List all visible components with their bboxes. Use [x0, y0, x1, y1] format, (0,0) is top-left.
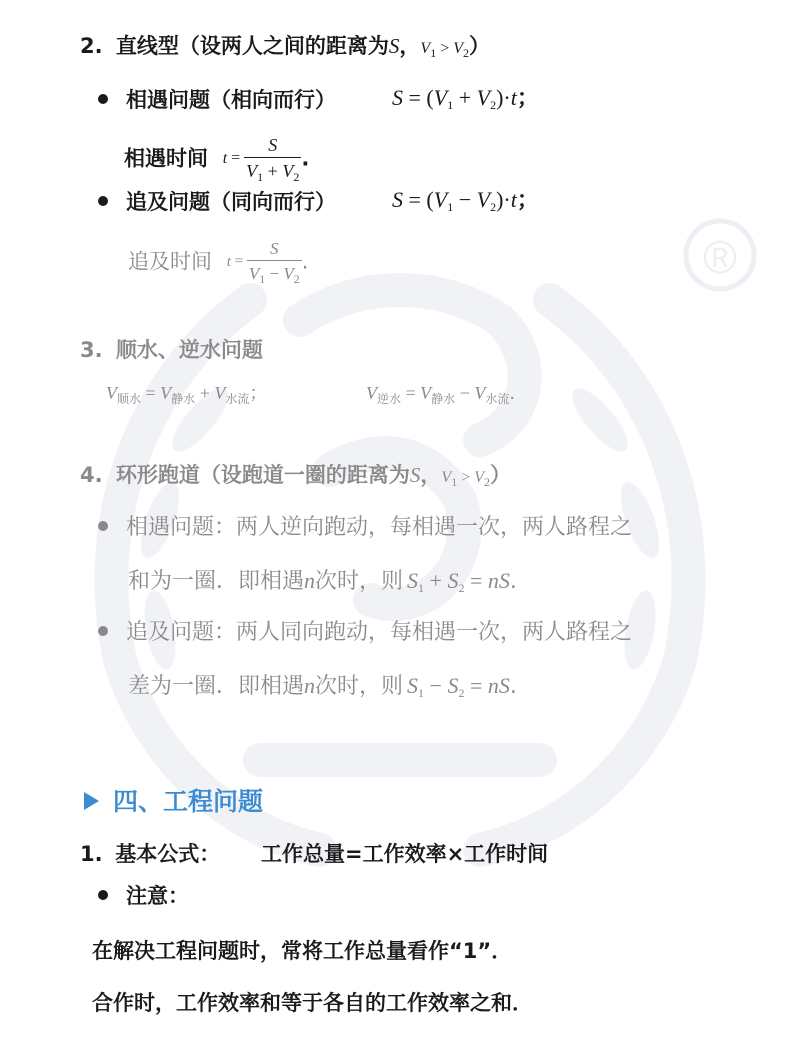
- s2-meet-time-fraction: [244, 135, 301, 184]
- formula-sub: 水流: [225, 392, 250, 406]
- formula-term: nS: [487, 673, 510, 698]
- work-formula-row: [80, 840, 548, 868]
- formula-term: V: [474, 383, 486, 403]
- s2-gt: >: [436, 40, 454, 57]
- formula-term: .: [301, 146, 310, 171]
- formula-sub: 2: [458, 686, 465, 700]
- s3-heading: [80, 336, 263, 364]
- formula-term: V: [433, 85, 448, 110]
- s4-var-s: S: [409, 463, 421, 487]
- s2-close: ）: [469, 34, 490, 58]
- s2-meet-time-label: 相遇时间: [124, 146, 208, 171]
- s4-close: ）: [490, 463, 511, 487]
- s4-meet-text: 相遇问题：两人逆向跑动，每相遇一次，两人路程之: [126, 515, 633, 540]
- triangle-right-icon: [84, 792, 99, 810]
- bullet-icon: [98, 626, 108, 636]
- s2-chase-time-row: [128, 239, 309, 286]
- s3-formula-upstream: [366, 379, 515, 408]
- bullet-icon: [98, 890, 108, 900]
- s2-var-s: S: [388, 34, 400, 58]
- formula-term: V: [433, 187, 448, 212]
- formula-term: .: [301, 249, 309, 274]
- s4-meet-text: 次时，则: [315, 569, 404, 594]
- formula-sub: 1: [257, 170, 264, 184]
- s4-gt: >: [457, 469, 475, 486]
- formula-term: V: [214, 383, 226, 403]
- s2-meet-label: 相遇问题（相向而行）: [126, 88, 336, 112]
- formula-term: =: [464, 568, 488, 593]
- s2-number: 2.: [80, 34, 103, 58]
- formula-sub: 顺水: [117, 392, 142, 406]
- s4-chase-line1: [98, 619, 632, 647]
- formula-term: ；: [516, 188, 539, 213]
- formula-term: ；: [516, 86, 539, 111]
- formula-sub: 静水: [431, 392, 456, 406]
- formula-term: V: [476, 187, 491, 212]
- s2-chase-formula: [392, 186, 539, 215]
- s2-v1-sub: 1: [430, 46, 437, 60]
- work-line1: 在解决工程问题时，常将工作总量看作“1”．: [92, 939, 513, 963]
- formula-term: t: [226, 253, 231, 270]
- work-number: 1.: [80, 842, 103, 866]
- s4-v2-sub: 2: [484, 475, 490, 489]
- s4-meet-line1: [98, 514, 632, 542]
- formula-term: n: [304, 568, 316, 593]
- formula-term: S: [447, 673, 459, 698]
- s2-v2: V: [453, 40, 463, 57]
- formula-term: S: [392, 85, 403, 110]
- s4-title: 环形跑道（设跑道一圈的距离为: [115, 463, 410, 487]
- formula-term: )·: [496, 85, 511, 110]
- s2-v2-sub: 2: [463, 46, 469, 60]
- formula-term: nS: [487, 568, 510, 593]
- s3-formula-downstream: [106, 379, 267, 408]
- s4-chase-text: 差为一圈．即相遇: [128, 674, 305, 699]
- s2-title: 直线型（设两人之间的距离为: [115, 34, 389, 58]
- section-title: 四、工程问题: [113, 787, 264, 816]
- formula-term: t: [510, 187, 517, 212]
- s2-v1: V: [420, 40, 431, 57]
- work-formula: 工作总量=工作效率×工作时间: [260, 842, 549, 866]
- formula-term: =: [401, 383, 421, 403]
- formula-term: t: [510, 85, 517, 110]
- formula-term: +: [424, 568, 448, 593]
- s4-chase-line2: [128, 672, 517, 701]
- formula-term: +: [453, 85, 477, 110]
- s2-chase-time-label: 追及时间: [128, 249, 212, 274]
- formula-term: S: [447, 568, 459, 593]
- registered-mark: ®: [703, 231, 737, 283]
- formula-term: V: [283, 264, 294, 283]
- work-line2: 合作时，工作效率和等于各自的工作效率之和．: [92, 991, 533, 1015]
- work-note-row: [98, 882, 189, 910]
- formula-sub: 2: [490, 200, 497, 214]
- formula-sub: 2: [293, 272, 300, 286]
- s2-chase-row: [98, 188, 336, 216]
- formula-term: =: [230, 253, 247, 270]
- formula-term: V: [420, 383, 432, 403]
- s4-v1-sub: 1: [451, 475, 458, 489]
- formula-term: S: [392, 187, 403, 212]
- work-label: 基本公式：: [115, 842, 221, 866]
- bullet-icon: [98, 196, 108, 206]
- s4-chase-text: 追及问题：两人同向跑动，每相遇一次，两人路程之: [126, 620, 633, 645]
- formula-term: −: [455, 383, 475, 403]
- work-note-label: 注意：: [126, 884, 189, 908]
- formula-sub: 1: [418, 686, 425, 700]
- s2-meet-time-row: [124, 135, 310, 184]
- formula-term: = (: [403, 85, 434, 110]
- formula-sub: 1: [447, 200, 454, 214]
- formula-sub: 2: [293, 170, 300, 184]
- s4-v1: V: [441, 469, 452, 486]
- s4-comma: ，: [420, 463, 442, 487]
- formula-sub: 静水: [171, 392, 196, 406]
- s4-v2: V: [474, 469, 484, 486]
- formula-term: V: [282, 161, 294, 181]
- formula-term: V: [366, 383, 377, 403]
- formula-term: V: [106, 383, 117, 403]
- formula-sub: 1: [259, 272, 266, 286]
- formula-term: +: [263, 161, 283, 181]
- s2-chase-time-fraction: [247, 239, 302, 286]
- formula-term: V: [476, 85, 491, 110]
- s3-title: 顺水、逆水问题: [115, 338, 263, 362]
- s2-meet-formula: [392, 84, 539, 113]
- s4-heading: [80, 461, 511, 492]
- formula-term: S: [407, 568, 419, 593]
- formula-term: −: [453, 187, 477, 212]
- s4-chase-text: 次时，则: [315, 674, 404, 699]
- s2-chase-label: 追及问题（同向而行）: [126, 190, 336, 214]
- formula-term: S: [407, 673, 419, 698]
- formula-sub: 2: [490, 98, 497, 112]
- formula-term: t: [222, 149, 228, 167]
- formula-term: =: [141, 383, 161, 403]
- formula-term: n: [304, 673, 316, 698]
- formula-term: ；: [249, 383, 268, 404]
- formula-term: V: [246, 161, 258, 181]
- formula-term: =: [464, 673, 488, 698]
- formula-sub: 水流: [485, 392, 510, 406]
- formula-sub: 逆水: [377, 392, 402, 406]
- s2-comma: ，: [399, 34, 421, 58]
- section-header: [84, 786, 263, 818]
- formula-sub: 1: [418, 581, 425, 595]
- s2-heading: [80, 32, 490, 63]
- formula-term: −: [265, 264, 284, 283]
- formula-term: .: [509, 383, 516, 404]
- formula-term: .: [509, 674, 517, 699]
- s2-meet-row: [98, 86, 336, 114]
- formula-sub: 1: [447, 98, 454, 112]
- formula-term: )·: [496, 187, 511, 212]
- formula-term: =: [227, 149, 245, 167]
- bullet-icon: [98, 94, 108, 104]
- s4-number: 4.: [80, 463, 103, 487]
- fraction-numerator: S: [247, 240, 302, 261]
- s4-meet-text: 和为一圈．即相遇: [128, 569, 305, 594]
- fraction-numerator: S: [244, 136, 301, 158]
- formula-term: V: [160, 383, 172, 403]
- formula-term: −: [424, 673, 448, 698]
- formula-term: .: [509, 569, 517, 594]
- s3-number: 3.: [80, 338, 103, 362]
- formula-term: = (: [403, 187, 434, 212]
- s4-meet-line2: [128, 567, 517, 596]
- formula-sub: 2: [458, 581, 465, 595]
- formula-term: V: [248, 264, 260, 283]
- bullet-icon: [98, 521, 108, 531]
- formula-term: +: [195, 383, 215, 403]
